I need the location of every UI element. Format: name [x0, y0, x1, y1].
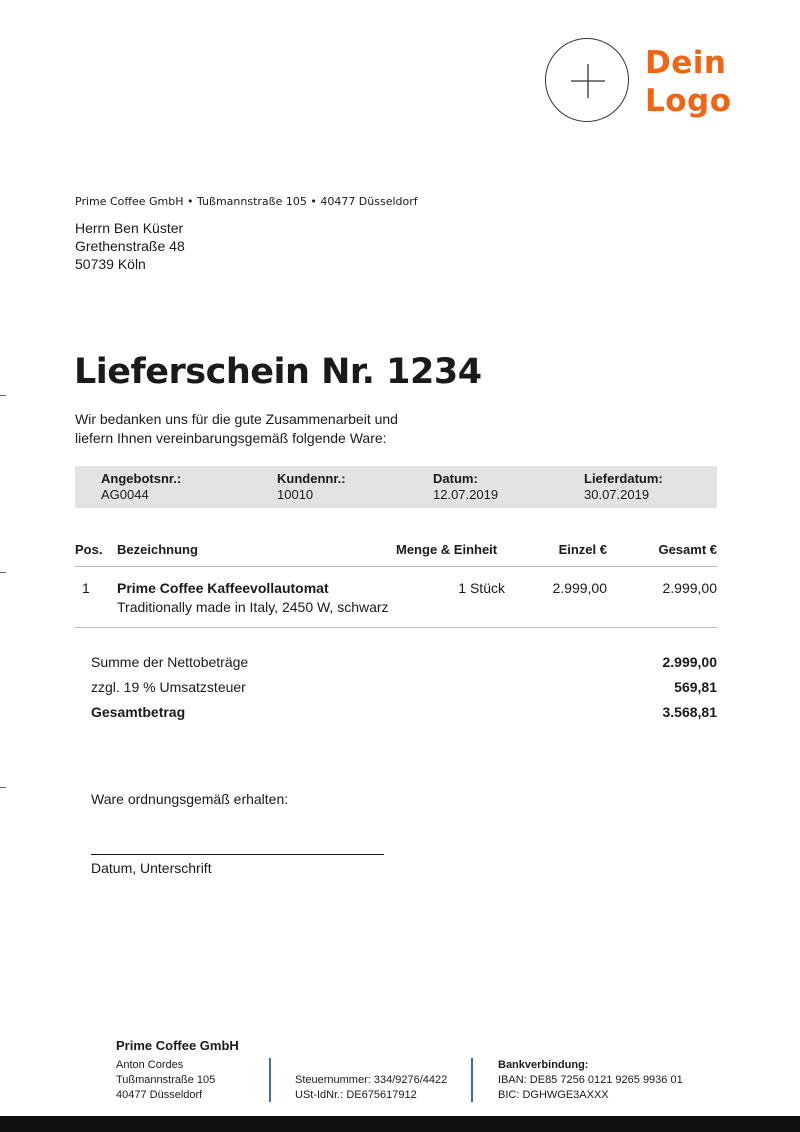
footer-tax-info: Steuernummer: 334/9276/4422 USt-IdNr.: DE675617912 [295, 1074, 448, 1101]
document-info-box [75, 466, 717, 508]
col-header-description: Bezeichnung [117, 542, 198, 557]
grand-total-label: Gesamtbetrag [91, 704, 186, 720]
col-header-total: Gesamt € [658, 542, 717, 557]
col-header-pos: Pos. [75, 542, 103, 557]
footer-company-name: Prime Coffee GmbH [116, 1038, 239, 1053]
col-header-unit-price: Einzel € [558, 542, 607, 557]
logo-text: Dein Logo [645, 45, 732, 119]
signature-line [91, 854, 384, 855]
document-title: Lieferschein Nr. 1234 [74, 352, 482, 392]
recipient-address [75, 219, 185, 273]
footer-divider [471, 1058, 473, 1102]
vat-value: 569,81 [674, 679, 717, 695]
net-sum-label: Summe der Nettobeträge [91, 654, 249, 670]
footer-address: Anton Cordes Tußmannstraße 105 40477 Düsseldorf [116, 1059, 216, 1101]
signature-label: Datum, Unterschrift [91, 860, 212, 876]
table-bottom-divider [75, 627, 717, 628]
grand-total-value: 3.568,81 [662, 704, 717, 720]
item-detail: Traditionally made in Italy, 2450 W, schwarz [117, 599, 389, 615]
col-header-quantity: Menge & Einheit [396, 542, 498, 557]
customer-number: Kundennr.: 10010 [277, 471, 346, 502]
item-total: 2.999,00 [662, 580, 717, 596]
offer-number: Angebotsnr.: AG0044 [101, 471, 182, 502]
vat-label: zzgl. 19 % Umsatzsteuer [91, 679, 246, 695]
item-name: Prime Coffee Kaffeevollautomat [117, 580, 329, 596]
fold-mark [0, 787, 6, 788]
fold-mark [0, 395, 6, 396]
intro-text: Wir bedanken uns für die gute Zusammenarbeit und liefern Ihnen vereinbarungsgemäß folgende Ware: [75, 411, 398, 446]
item-pos: 1 [82, 580, 90, 596]
footer-bank-info: Bankverbindung: IBAN: DE85 7256 0121 9265 9936 01 BIC: DGHWGE3AXXX [498, 1059, 683, 1101]
logo-placeholder-icon [545, 38, 629, 122]
item-unit-price: 2.999,00 [552, 580, 607, 596]
recipient-city: 50739 Köln [75, 256, 146, 272]
delivery-date: Lieferdatum: 30.07.2019 [584, 471, 663, 502]
punch-mark [0, 572, 6, 573]
recipient-street: Grethenstraße 48 [75, 238, 185, 254]
footer-divider [269, 1058, 271, 1102]
document-date: Datum: 12.07.2019 [433, 471, 499, 502]
item-quantity: 1 Stück [458, 580, 505, 596]
table-header-divider [75, 566, 717, 567]
bottom-bar [0, 1116, 800, 1132]
sender-address-line: Prime Coffee GmbH • Tußmannstraße 105 • 40477 Düsseldorf [75, 195, 418, 208]
net-sum-value: 2.999,00 [662, 654, 717, 670]
receipt-confirmation-text: Ware ordnungsgemäß erhalten: [91, 791, 289, 807]
recipient-name: Herrn Ben Küster [75, 220, 184, 236]
